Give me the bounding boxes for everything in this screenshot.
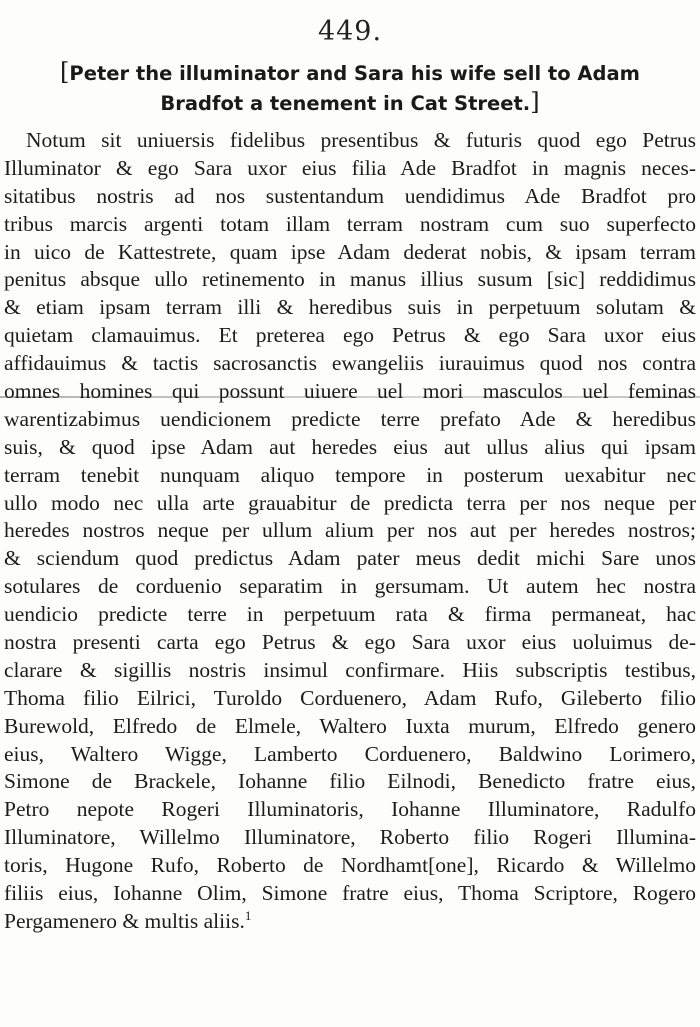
heading-text-1: Peter the illuminator and Sara his wife sell to Adam xyxy=(69,62,640,85)
body-line: clarare & sigillis nostris insimul confirmare. Hiis subscriptis testibus, xyxy=(4,657,696,682)
body-line: omnes homines qui possunt uiuere uel mori masculos uel feminas xyxy=(4,379,696,404)
body-line: tribus marcis argenti totam illam terram nostram cum suo superfecto xyxy=(4,211,696,236)
body-line-final-text: Pergamenero & multis aliis. xyxy=(4,908,245,933)
body-line: warentizabimus uendicionem predicte terre prefato Ade & heredibus xyxy=(4,406,696,431)
body-line: Petro nepote Rogeri Illuminatoris, Iohanne Illuminatore, Radulfo xyxy=(4,797,696,822)
body-line: nostra presenti carta ego Petrus & ego Sara uxor eius uoluimus de- xyxy=(4,630,696,655)
body-line: sitatibus nostris ad nos sustentandum uendidimus Ade Bradfot pro xyxy=(4,183,696,208)
body-line: filiis eius, Iohanne Olim, Simone fratre eius, Thoma Scriptore, Rogero xyxy=(4,881,696,906)
document-heading xyxy=(20,58,680,118)
body-line: Thoma filio Eilrici, Turoldo Corduenero, Adam Rufo, Gileberto filio xyxy=(4,685,696,710)
body-line: & sciendum quod predictus Adam pater meus dedit michi Sare unos xyxy=(4,546,696,571)
heading-close-bracket: ] xyxy=(530,88,540,116)
body-line: quietam clamauimus. Et preterea ego Petrus & ego Sara uxor eius xyxy=(4,323,696,348)
body-line: heredes nostros neque per ullum alium per nos aut per heredes nostros; xyxy=(4,518,696,543)
body-line: Illuminatore, Willelmo Illuminatore, Roberto filio Rogeri Illumina- xyxy=(4,825,696,850)
body-line: eius, Waltero Wigge, Lamberto Corduenero, Baldwino Lorimero, xyxy=(4,741,696,766)
body-line: Notum sit uniuersis fidelibus presentibus & futuris quod ego Petrus xyxy=(26,128,696,152)
body-line: suis, & quod ipse Adam aut heredes eius aut ullus alius qui ipsam xyxy=(4,434,696,459)
body-line: penitus absque ullo retinemento in manus illius susum [sic] reddidimus xyxy=(4,267,696,292)
body-line: toris, Hugone Rufo, Roberto de Nordhamt[one], Ricardo & Willelmo xyxy=(4,853,696,878)
body-line: uendicio predicte terre in perpetuum rata & firma permaneat, hac xyxy=(4,602,696,627)
footnote-marker: 1 xyxy=(244,907,252,923)
body-line-final xyxy=(4,908,696,936)
body-line: in uico de Kattestrete, quam ipse Adam dederat nobis, & ipsam terram xyxy=(4,239,696,264)
heading-text-2: Bradfot a tenement in Cat Street. xyxy=(160,92,531,115)
body-line: Burewold, Elfredo de Elmele, Waltero Iuxta murum, Elfredo genero xyxy=(4,713,696,738)
body-line: Illuminator & ego Sara uxor eius filia Ade Bradfot in magnis neces- xyxy=(4,155,696,180)
body-line: ullo modo nec ulla arte grauabitur de predicta terra per nos neque per xyxy=(4,490,696,515)
body-line: affidauimus & tactis sacrosanctis ewangeliis iurauimus quod nos contra xyxy=(4,351,696,376)
heading-line-1 xyxy=(20,58,680,88)
body-line: sotulares de corduenio separatim in gersumam. Ut autem hec nostra xyxy=(4,574,696,599)
heading-line-2 xyxy=(20,88,680,118)
body-line: & etiam ipsam terram illi & heredibus suis in perpetuum solutam & xyxy=(4,295,696,320)
document-number: 449. xyxy=(317,16,383,47)
body-line: Simone de Brackele, Iohanne filio Eilnodi, Benedicto fratre eius, xyxy=(4,769,696,794)
body-line: terram tenebit nunquam aliquo tempore in posterum uexabitur nec xyxy=(4,462,696,487)
charter-body xyxy=(4,127,696,936)
heading-open-bracket: [ xyxy=(60,58,70,86)
